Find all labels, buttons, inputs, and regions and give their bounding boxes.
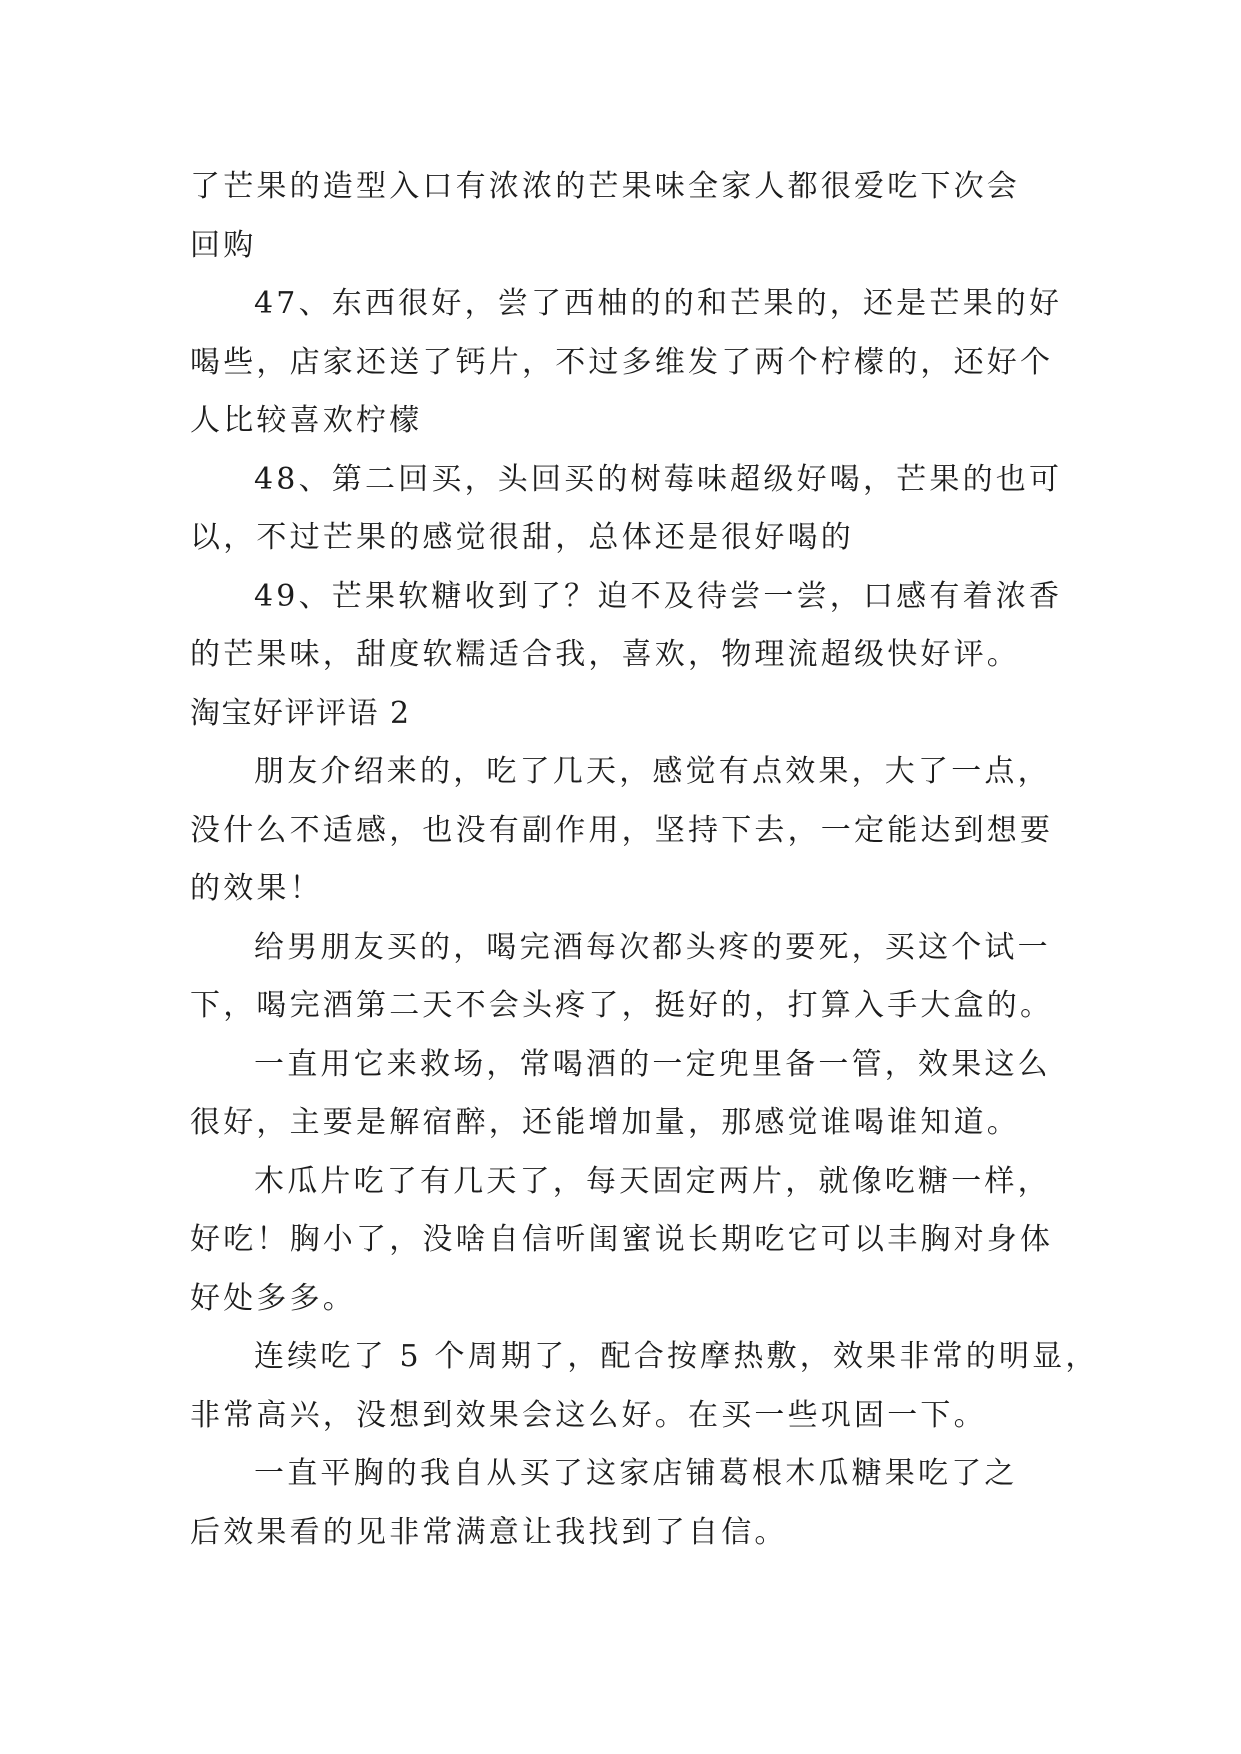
text-line: 47、东西很好，尝了西柚的的和芒果的，还是芒果的好 bbox=[254, 286, 1063, 321]
text-line: 的效果！ bbox=[190, 871, 323, 906]
text-line: 的芒果味，甜度软糯适合我，喜欢，物理流超级快好评。 bbox=[190, 637, 1020, 672]
document-page bbox=[190, 158, 1099, 1562]
text-line: 木瓜片吃了有几天了，每天固定两片，就像吃糖一样， bbox=[254, 1163, 1051, 1199]
text-line: 好吃！胸小了，没啥自信听闺蜜说长期吃它可以丰胸对身体 bbox=[190, 1222, 1054, 1257]
text-line: 给男朋友买的，喝完酒每次都头疼的要死，买这个试一 bbox=[254, 929, 1051, 965]
text-line: 下，喝完酒第二天不会头疼了，挺好的，打算入手大盒的。 bbox=[190, 988, 1054, 1023]
text-line: 喝些，店家还送了钙片，不过多维发了两个柠檬的，还好个 bbox=[190, 344, 1054, 380]
text-line: 回购 bbox=[190, 227, 257, 263]
text-line: 49、芒果软糖收到了？迫不及待尝一尝，口感有着浓香 bbox=[254, 578, 1063, 614]
text-line: 没什么不适感，也没有副作用，坚持下去，一定能达到想要 bbox=[190, 812, 1054, 848]
text-line: 一直平胸的我自从买了这家店铺葛根木瓜糖果吃了之 bbox=[254, 1456, 1018, 1491]
text-line: 朋友介绍来的，吃了几天，感觉有点效果，大了一点， bbox=[254, 754, 1051, 789]
text-line: 了芒果的造型入口有浓浓的芒果味全家人都很爱吃下次会 bbox=[190, 169, 1020, 204]
text-line: 一直用它来救场，常喝酒的一定兜里备一管，效果这么 bbox=[254, 1046, 1051, 1082]
section-heading: 淘宝好评评语 2 bbox=[190, 695, 411, 731]
text-line: 很好，主要是解宿醉，还能增加量，那感觉谁喝谁知道。 bbox=[190, 1105, 1020, 1140]
text-line: 非常高兴，没想到效果会这么好。在买一些巩固一下。 bbox=[190, 1397, 987, 1433]
text-line: 连续吃了 5 个周期了，配合按摩热敷，效果非常的明显， bbox=[254, 1339, 1099, 1374]
text-line: 以，不过芒果的感觉很甜，总体还是很好喝的 bbox=[190, 520, 854, 555]
text-line: 好处多多。 bbox=[190, 1280, 356, 1316]
text-line: 人比较喜欢柠檬 bbox=[190, 403, 423, 438]
text-line: 后效果看的见非常满意让我找到了自信。 bbox=[190, 1514, 788, 1550]
text-line: 48、第二回买，头回买的树莓味超级好喝，芒果的也可 bbox=[254, 461, 1063, 497]
